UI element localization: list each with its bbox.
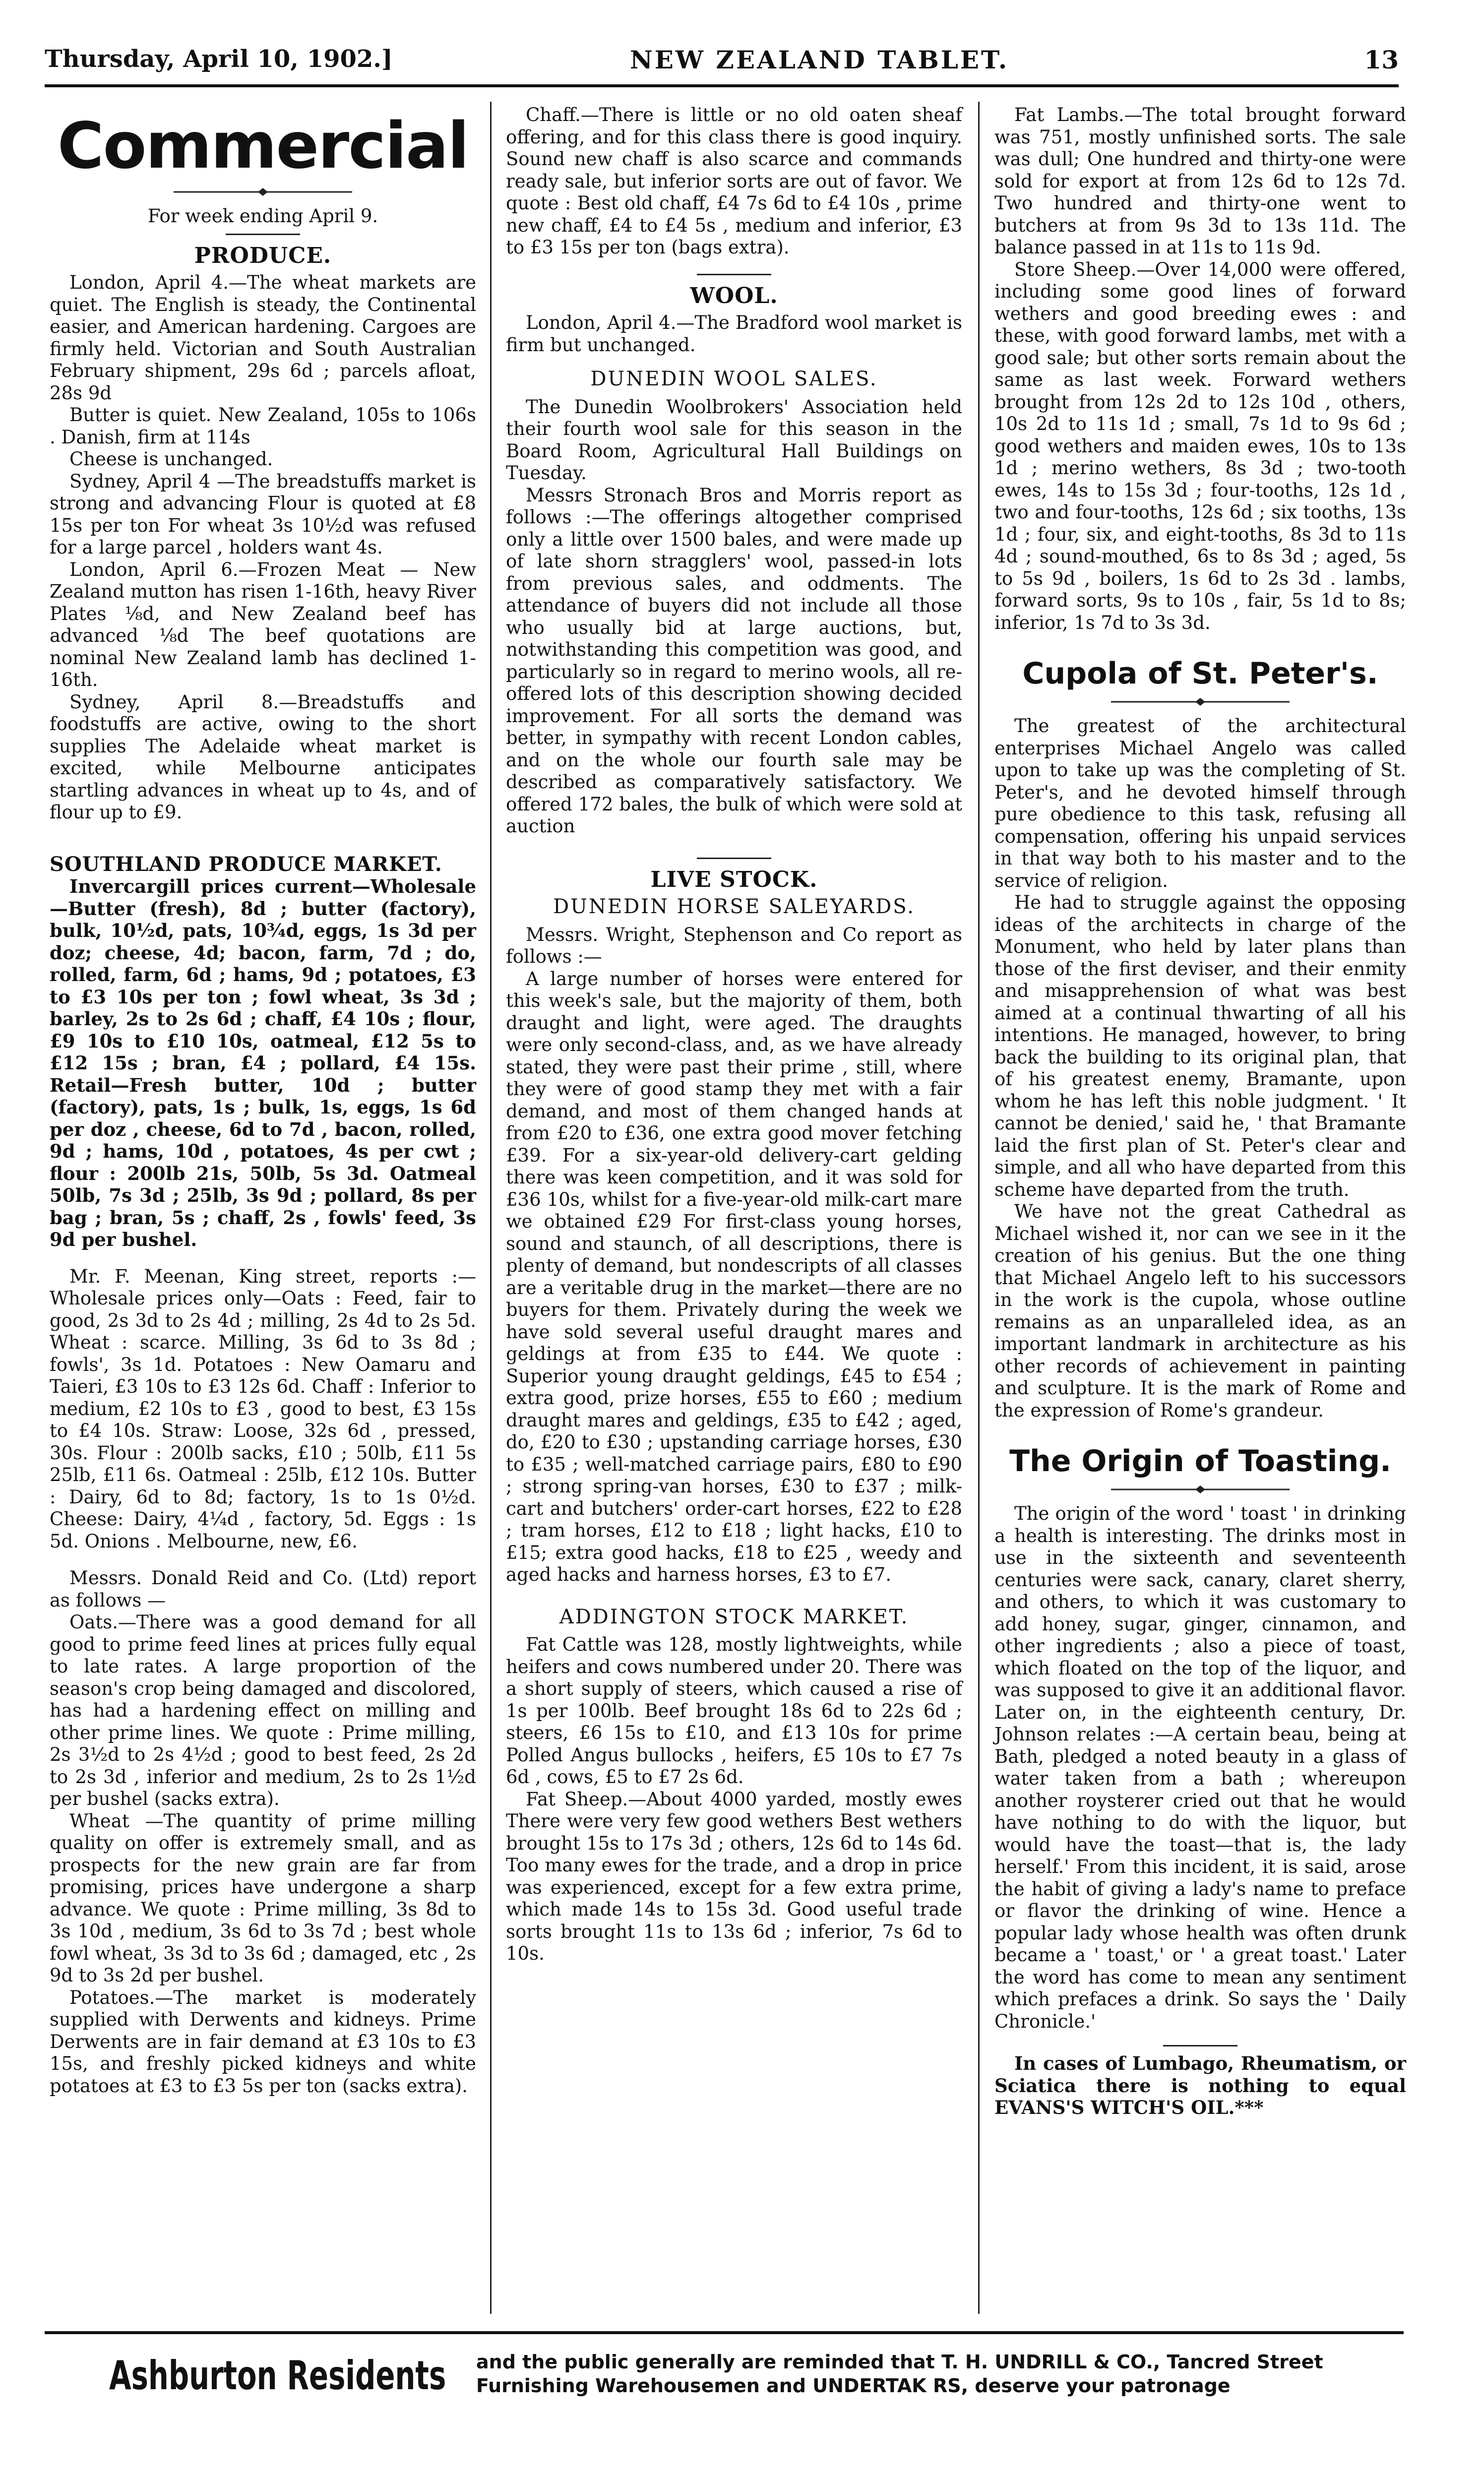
column-1 bbox=[50, 104, 476, 2097]
toasting-paragraph: The origin of the word ' toast ' in drinking a health is interesting. The drinks most in use in the sixteenth and seventeenth centuries were sack, canary, claret sherry, and others, to which it was customary to add honey, sugar, ginger, cinnamon, and other ingredients ; also a piece of toast, which floated on the top of the liquor, and was supposed to give it an additional flavor. Later on, in the eighteenth century, Dr. Johnson relates :—A certain beau, being at Bath, pledged a noted beauty in a glass of water taken from a bath ; whereupon another roysterer cried out that he would have nothing to do with the liquor, but would have the toast—that is, the lady herself.' From this incident, it is said, arose the habit of giving a lady's name to preface or flavor the drinking of wine. Hence a popular lady whose health was often drunk became a ' toast,' or ' a great toast.' Later the word has come to mean any sentiment which prefaces a drink. So says the ' Daily Chronicle.' bbox=[994, 1503, 1406, 2032]
witchs-oil-notice: In cases of Lumbago, Rheumatism, or Sciatica there is nothing to equal EVANS'S WITCH'S OIL.*** bbox=[994, 2052, 1406, 2118]
ad-message: and the public generally are reminded that T. H. UNDRILL & CO., Tancred Street Furnishing Warehousemen and UNDERTAK RS, deserve your patronage bbox=[476, 2351, 1323, 2397]
divider bbox=[1163, 2045, 1237, 2046]
column-3 bbox=[994, 104, 1406, 2119]
wool-paragraph: The Dunedin Woolbrokers' Association held their fourth wool sale for this season in the Board Room, Agricultural Hall Buildings on Tuesday. bbox=[506, 396, 962, 484]
livestock-heading: LIVE STOCK. bbox=[650, 867, 818, 892]
toasting-title: The Origin of Toasting. bbox=[1009, 1444, 1391, 1479]
ornament-rule-icon bbox=[1111, 1485, 1290, 1494]
southland-paragraph: Invercargill prices current—Wholesale—Butter (fresh), 8d ; butter (factory), bulk, 10½d, pats, 10¾d, eggs, 1s 3d per doz; cheese, 4d; bacon, farm, 7d ; do, rolled, farm, 6d ; hams, 9d ; potatoes, £3 to £3 10s per ton ; fowl wheat, 3s 3d ; barley, 2s to 2s 6d ; chaff, £4 10s ; flour, £9 10s to £10 10s, oatmeal, £12 5s to £12 15s ; bran, £4 ; pollard, £4 15s. Retail—Fresh butter, 10d ; butter (factory), pats, 1s ; bulk, 1s, eggs, 1s 6d per doz , cheese, 6d to 7d , bacon, rolled, 9d ; hams, 10d , potatoes, 4s per cwt ; flour : 200lb 21s, 50lb, 5s 3d. Oatmeal 50lb, 7s 3d ; 25lb, 3s 9d ; pollard, 8s per bag ; bran, 5s ; chaff, 2s , fowls' feed, 3s 9d per bushel. bbox=[50, 875, 476, 1250]
footer-rule bbox=[45, 2331, 1404, 2334]
addington-heading: ADDINGTON STOCK MARKET. bbox=[559, 1605, 909, 1628]
produce-paragraph: Cheese is unchanged. bbox=[69, 448, 273, 470]
ad-lead-text: Ashburton Residents bbox=[109, 2352, 446, 2399]
issue-date: Thursday, April 10, 1902.] bbox=[45, 45, 393, 73]
divider bbox=[697, 274, 771, 275]
wool-heading: WOOL. bbox=[690, 283, 778, 309]
reid-potatoes: Potatoes.—The market is moderately supplied with Derwents and kidneys. Prime Derwents are in fair demand at £3 10s to £3 15s, and freshly picked kidneys and white potatoes at £3 to £3 5s per ton (sacks extra). bbox=[50, 1986, 476, 2097]
divider bbox=[226, 234, 300, 235]
column-divider bbox=[490, 102, 492, 2314]
week-ending: For week ending April 9. bbox=[147, 205, 378, 227]
fat-cattle-paragraph: Fat Cattle was 128, mostly lightweights, while heifers and cows numbered under 20. There was a short supply of steers, which caused a rise of 1s per 100lb. Beef brought 18s 6d to 22s 6d ; steers, £6 15s to £10, and £13 10s for prime Polled Angus bullocks , heifers, £5 10s to £7 7s 6d , cows, £5 to £7 2s 6d. bbox=[506, 1634, 962, 1788]
southland-heading: SOUTHLAND PRODUCE MARKET. bbox=[50, 852, 442, 876]
dunedin-wool-heading: DUNEDIN WOOL SALES. bbox=[590, 368, 878, 390]
page-header bbox=[45, 42, 1399, 79]
horse-paragraph: A large number of horses were entered for this week's sale, but the majority of them, both draught and light, were aged. The draughts were only second-class, and, as we have already stated, they were past their prime , still, where they were of good stamp they met with a fair demand, and most of them changed hands at from £20 to £36, one extra good mover fetching £39. For a six-year-old delivery-cart gelding there was keen competition, and it was sold for £36 10s, whilst for a five-year-old milk-cart mare we obtained £29 For first-class young horses, sound and staunch, of all descriptions, there is plenty of demand, but nondescripts of all classes are a veritable drug in the market—there are no buyers for them. Privately during the week we have sold several useful draught mares and geldings at from £35 to £44. We quote : Superior young draught geldings, £45 to £54 ; extra good, prize horses, £55 to £60 ; medium draught mares and geldings, £35 to £42 ; aged, do, £20 to £30 ; upstanding carriage horses, £30 to £35 ; well-matched carriage pairs, £80 to £90 ; strong spring-van horses, £30 to £37 ; milk-cart and butchers' order-cart horses, £22 to £28 ; tram horses, £12 to £18 ; light hacks, £10 to £15; extra good hacks, £18 to £25 , weedy and aged hacks and harness horses, £3 to £7. bbox=[506, 968, 962, 1585]
cupola-paragraph: The greatest of the architectural enterprises Michael Angelo was called upon to take up was the completing of St. Peter's, and he devoted himself through pure obedience to this task, refusing all compensation, offering his unpaid services in that way both to his master and to the service of religion. bbox=[994, 715, 1406, 891]
horse-intro: Messrs. Wright, Stephenson and Co report as follows :— bbox=[506, 924, 962, 967]
fat-lambs-paragraph: Fat Lambs.—The total brought forward was 751, mostly unfinished sorts. The sale was dull; One hundred and thirty-one were sold for export at from 12s 6d to 12s 7d. Two hundred and thirty-one went to butchers at from 9s 3d to 13s 11d. The balance passed in at 11s to 11s 9d. bbox=[994, 104, 1406, 258]
wool-paragraph: Messrs Stronach Bros and Morris report as follows :—The offerings altogether comprised only a little over 1500 bales, and were made up of late shorn stragglers' wool, passed-in lots from previous sales, and oddments. The attendance of buyers did not include all those who usually bid at large auctions, but, notwithstanding this competition was good, and particularly so in regard to merino wools, all re-offered lots of this description showing decided improvement. For all sorts the demand was better, in sympathy with recent London cables, and on the whole our fourth sale may be described as comparatively satisfactory. We offered 172 bales, the bulk of which were sold at auction bbox=[506, 484, 962, 837]
produce-heading: PRODUCE. bbox=[194, 243, 332, 268]
header-rule bbox=[45, 84, 1399, 87]
fat-sheep-paragraph: Fat Sheep.—About 4000 yarded, mostly ewes There were very few good wethers Best wethers brought 15s to 17s 3d ; others, 12s 6d to 14s 6d. Too many ewes for the trade, and a drop in price was experienced, except for a few extra prime, which made 14s to 15s 3d. Good useful trade sorts brought 11s to 13s 6d ; inferior, 7s 6d to 10s. bbox=[506, 1788, 962, 1964]
ornament-rule-icon bbox=[174, 187, 352, 196]
wool-london: London, April 4.—The Bradford wool market is firm but unchanged. bbox=[506, 312, 962, 356]
cupola-paragraph: He had to struggle against the opposing ideas of the architects in charge of the Monument, who held by later plans than those of the first deviser, and their enmity and misapprehension of what was best aimed at a continual thwarting of all his intentions. He managed, however, to bring back the building to its original plan, that of his greatest enemy, Bramante, upon whom he has left this noble judgment. ' It cannot be denied,' said he, ' that Bramante laid the first plan of St. Peter's clear and simple, and all who have departed from this scheme have departed from the truth. bbox=[994, 892, 1406, 1200]
footer-advertisement bbox=[45, 2346, 1404, 2425]
publication-name: NEW ZEALAND TABLET. bbox=[630, 45, 1009, 74]
reid-intro: Messrs. Donald Reid and Co. (Ltd) report as follows — bbox=[50, 1567, 476, 1611]
column-divider bbox=[978, 102, 980, 2314]
reid-oats: Oats.—There was a good demand for all good to prime feed lines at prices fully equal to late rates. A large proportion of the season's crop being damaged and discolored, has had a hardening effect on milling and other prime lines. We quote : Prime milling, 2s 3½d to 2s 4½d ; good to best feed, 2s 2d to 2s 3d , inferior and medium, 2s to 2s 1½d per bushel (sacks extra). bbox=[50, 1611, 476, 1809]
cupola-title: Cupola of St. Peter's. bbox=[1022, 656, 1378, 691]
horse-saleyards-heading: DUNEDIN HORSE SALEYARDS. bbox=[553, 895, 915, 918]
reid-wheat: Wheat —The quantity of prime milling quality on offer is extremely small, and as prospects for the new grain are far from promising, prices have undergone a sharp advance. We quote : Prime milling, 3s 8d to 3s 10d , medium, 3s 6d to 3s 7d ; best whole fowl wheat, 3s 3d to 3s 6d ; damaged, etc , 2s 9d to 3s 2d per bushel. bbox=[50, 1810, 476, 1986]
produce-paragraph: Sydney, April 8.—Breadstuffs and foodstuffs are active, owing to the short supplies The Adelaide wheat market is excited, while Melbourne anticipates startling advances in wheat up to 4s, and of flour up to £9. bbox=[50, 691, 476, 823]
produce-paragraph: Sydney, April 4 —The breadstuffs market is strong and advancing Flour is quoted at £8 15s per ton For wheat 3s 10½d was refused for a large parcel , holders want 4s. bbox=[50, 470, 476, 558]
section-title-commercial: Commercial bbox=[57, 109, 469, 183]
produce-paragraph: Butter is quiet. New Zealand, 105s to 106s . Danish, firm at 114s bbox=[50, 404, 476, 448]
reid-chaff: Chaff.—There is little or no old oaten sheaf offering, and for this class there is good inquiry. Sound new chaff is also scarce and commands ready sale, but inferior sorts are out of favor. We quote : Best old chaff, £4 7s 6d to £4 10s , prime new chaff, £4 to £4 5s , medium and inferior, £3 to £3 15s per ton (bags extra). bbox=[506, 104, 962, 258]
page-number: 13 bbox=[1364, 45, 1399, 74]
ornament-rule-icon bbox=[1111, 697, 1290, 706]
meenan-paragraph: Mr. F. Meenan, King street, reports :—Wholesale prices only—Oats : Feed, fair to good, 2s 3d to 2s 4d ; milling, 2s 4d to 2s 5d. Wheat : scarce. Milling, 3s 6d to 3s 8d ; fowls', 3s 1d. Potatoes : New Oamaru and Taieri, £3 10s to £3 12s 6d. Chaff : Inferior to medium, £2 10s to £3 , good to best, £3 15s to £4 10s. Straw: Loose, 32s 6d , pressed, 30s. Flour : 200lb sacks, £10 ; 50lb, £11 5s 25lb, £11 6s. Oatmeal : 25lb, £12 10s. Butter : Dairy, 6d to 8d; factory, 1s to 1s 0½d. Cheese: Dairy, 4¼d , factory, 5d. Eggs : 1s 5d. Onions . Melbourne, new, £6. bbox=[50, 1265, 476, 1552]
store-sheep-paragraph: Store Sheep.—Over 14,000 were offered, including some good lines of forward wethers and good breeding ewes : and these, with good forward lambs, met with a good sale; but other sorts remain about the same as last week. Forward wethers brought from 12s 2d to 12s 10d , others, 10s 2d to 11s 1d ; small, 7s 1d to 9s 6d ; good wethers and maiden ewes, 10s to 13s 1d ; merino wethers, 8s 3d ; two-tooth ewes, 14s to 15s 3d ; four-tooths, 12s 1d , two and four-tooths, 12s 6d ; six tooths, 13s 1d ; four, six, and eight-tooths, 8s 3d to 11s 4d ; sound-mouthed, 6s to 8s 3d ; aged, 5s to 5s 9d , boilers, 1s 6d to 2s 3d . lambs, forward sorts, 9s to 10s , fair, 5s 1d to 8s; inferior, 1s 7d to 3s 3d. bbox=[994, 258, 1406, 633]
produce-paragraph: London, April 4.—The wheat markets are quiet. The English is steady, the Continental easier, and American hardening. Cargoes are firmly held. Victorian and South Australian February shipment, 29s 6d ; parcels afloat, 28s 9d bbox=[50, 272, 476, 404]
divider bbox=[697, 858, 771, 859]
produce-paragraph: London, April 6.—Frozen Meat — New Zealand mutton has risen 1-16th, heavy River Plates ⅛d, and New Zealand beef has advanced ⅛d The beef quotations are nominal New Zealand lamb has declined 1-16th. bbox=[50, 558, 476, 690]
cupola-paragraph: We have not the great Cathedral as Michael wished it, nor can we see in it the creation of his genius. But the one thing that Michael Angelo left to his successors in the work is the cupola, whose outline remains as an unparalleled idea, as an important landmark in architecture as his other records of achievement in painting and sculpture. It is the mark of Rome and the expression of Rome's grandeur. bbox=[994, 1201, 1406, 1421]
column-2 bbox=[506, 104, 962, 1965]
